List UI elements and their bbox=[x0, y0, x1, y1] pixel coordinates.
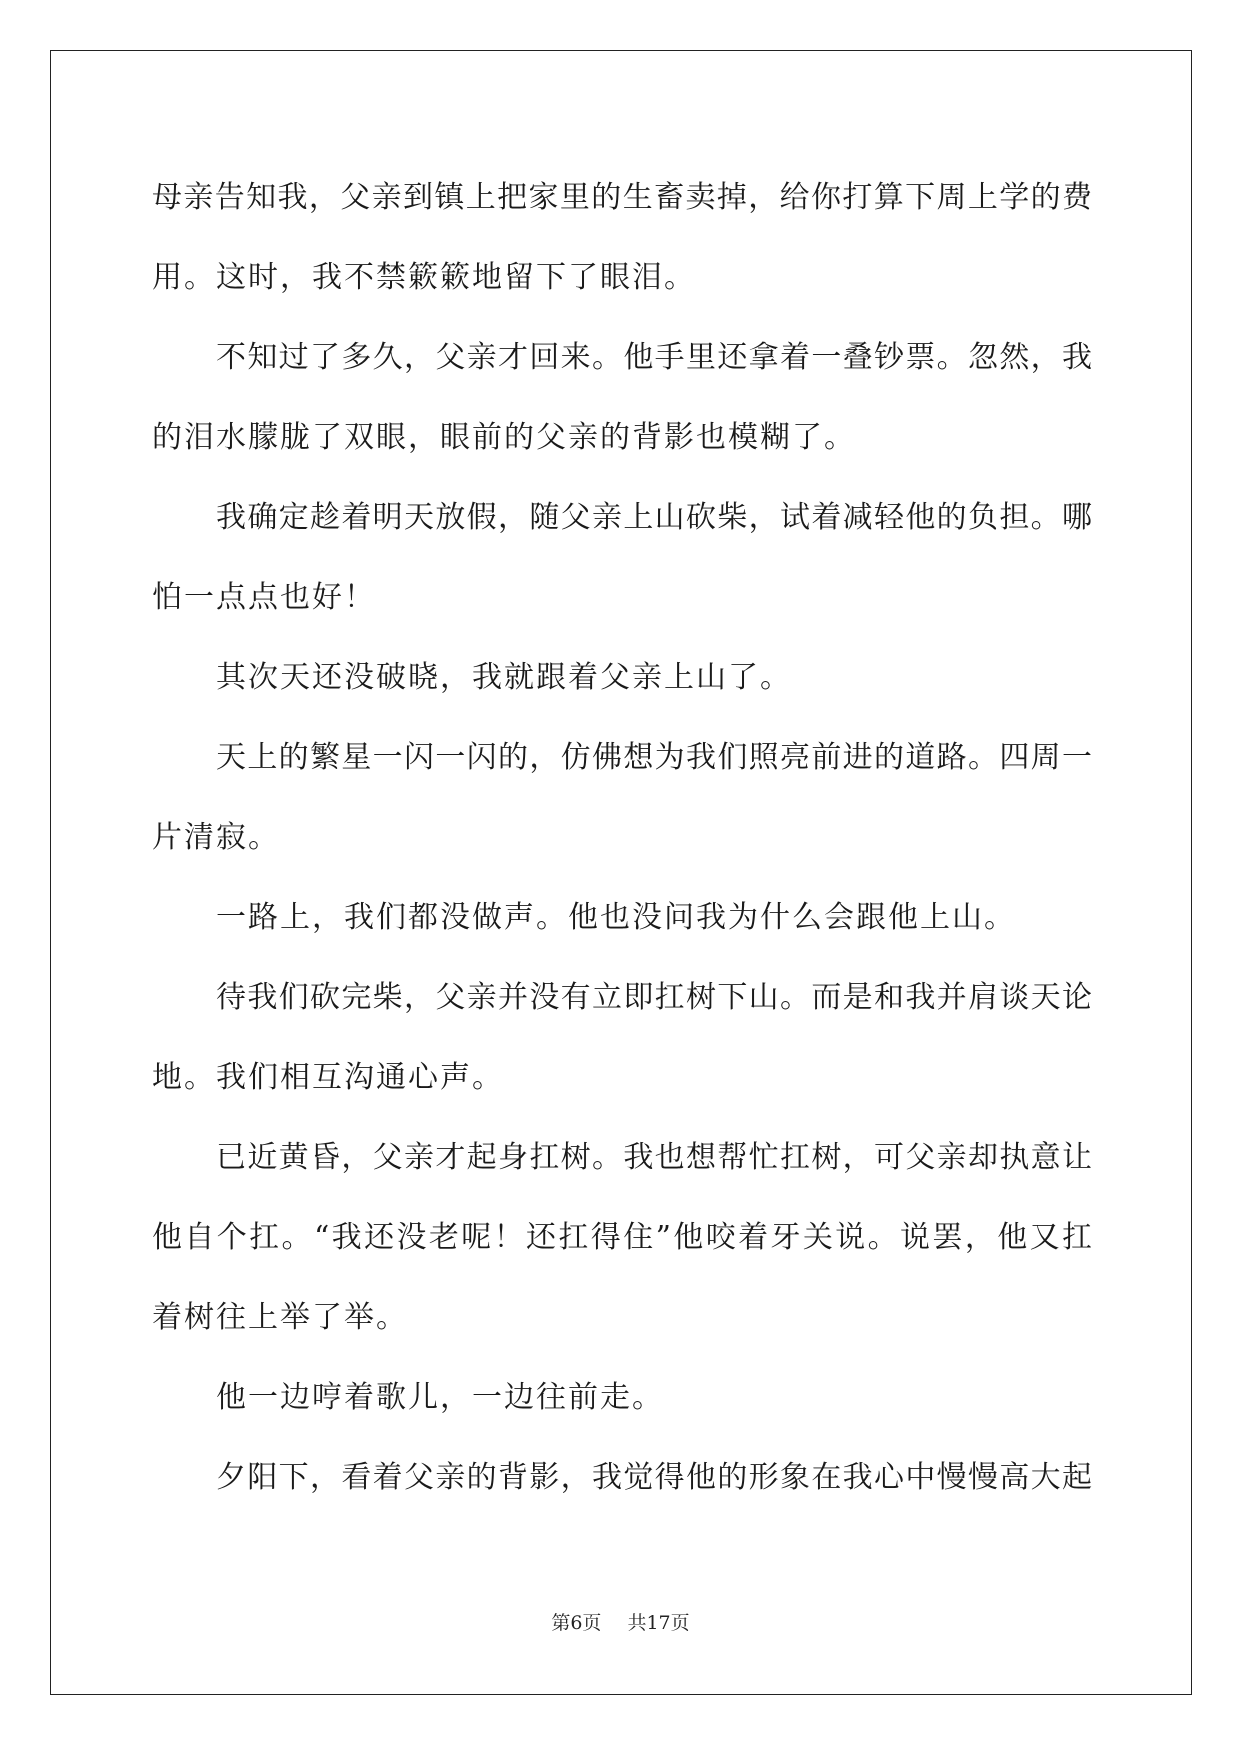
text-line: 其次天还没破晓，我就跟着父亲上山了。 bbox=[216, 660, 792, 695]
page-total: 共17页 bbox=[627, 1612, 690, 1634]
text-line: 片清寂。 bbox=[152, 820, 280, 855]
text-line: 用。这时，我不禁簌簌地留下了眼泪。 bbox=[152, 260, 696, 295]
page-footer bbox=[0, 1608, 1241, 1635]
page-number: 第6页 bbox=[551, 1612, 602, 1634]
text-line: 地。我们相互沟通心声。 bbox=[152, 1060, 504, 1095]
text-line: 一路上，我们都没做声。他也没问我为什么会跟他上山。 bbox=[216, 900, 1016, 935]
text-line: 已近黄昏，父亲才起身扛树。我也想帮忙扛树，可父亲却执意让 bbox=[216, 1140, 1092, 1175]
text-line: 他一边哼着歌儿，一边往前走。 bbox=[216, 1380, 664, 1415]
text-line: 待我们砍完柴，父亲并没有立即扛树下山。而是和我并肩谈天论 bbox=[216, 980, 1092, 1015]
text-line: 天上的繁星一闪一闪的，仿佛想为我们照亮前进的道路。四周一 bbox=[216, 740, 1092, 775]
text-line: 我确定趁着明天放假，随父亲上山砍柴，试着减轻他的负担。哪 bbox=[216, 500, 1092, 535]
document-body bbox=[152, 158, 1092, 1518]
text-line: 不知过了多久，父亲才回来。他手里还拿着一叠钞票。忽然，我 bbox=[216, 340, 1092, 375]
text-line: 他自个扛。“我还没老呢！还扛得住”他咬着牙关说。说罢，他又扛 bbox=[152, 1220, 1092, 1255]
text-line: 夕阳下，看着父亲的背影，我觉得他的形象在我心中慢慢高大起 bbox=[216, 1460, 1092, 1495]
text-line: 母亲告知我，父亲到镇上把家里的生畜卖掉，给你打算下周上学的费 bbox=[152, 180, 1092, 215]
text-line: 的泪水朦胧了双眼，眼前的父亲的背影也模糊了。 bbox=[152, 420, 856, 455]
text-line: 怕一点点也好！ bbox=[152, 580, 376, 615]
text-line: 着树往上举了举。 bbox=[152, 1300, 408, 1335]
